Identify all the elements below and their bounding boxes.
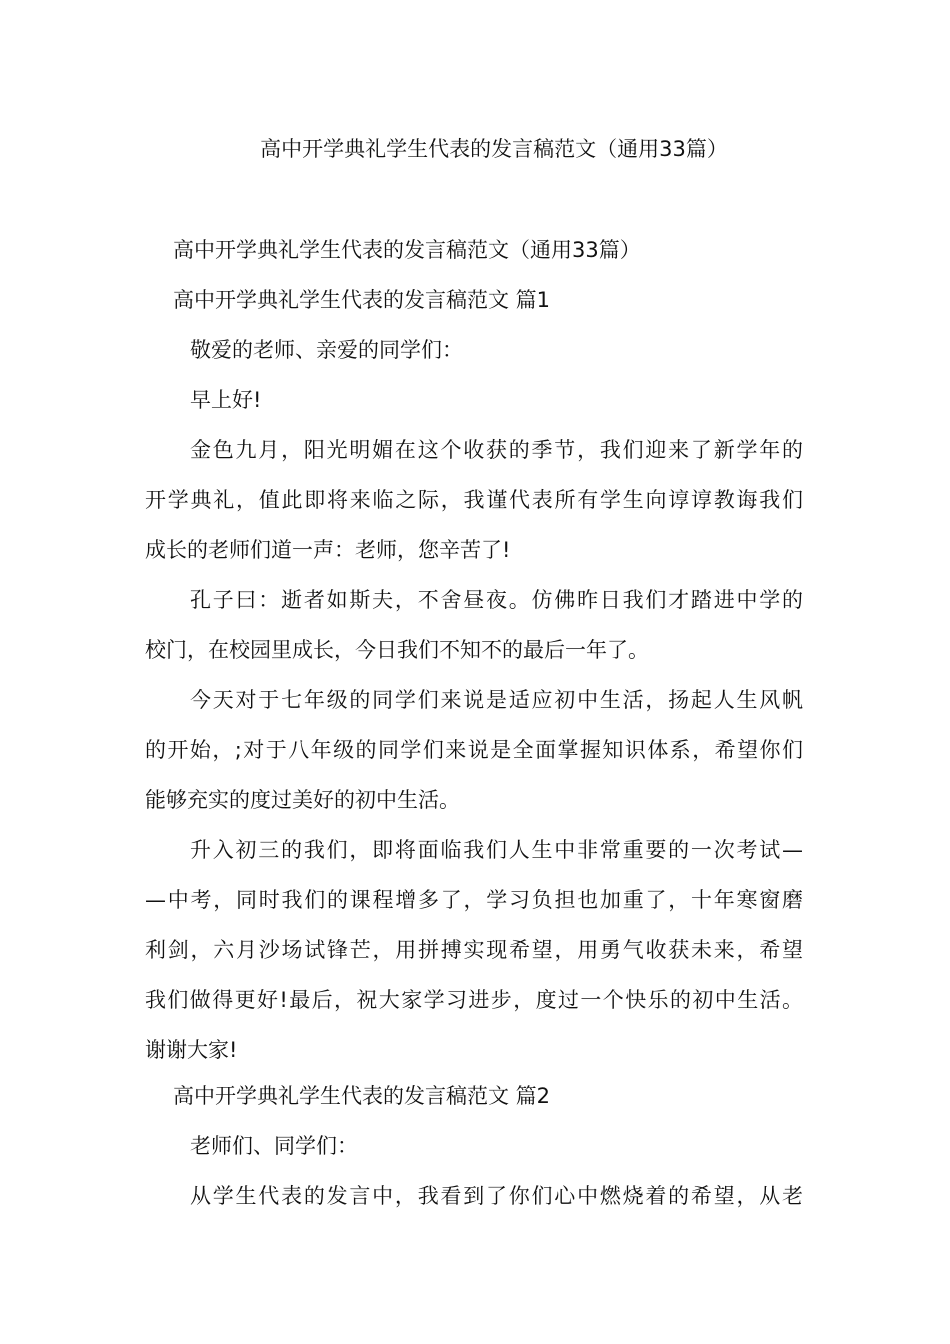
paragraph-line: 升入初三的我们，即将面临我们人生中非常重要的一次考试— — [190, 838, 803, 862]
salutation: 老师们、同学们： — [190, 1134, 358, 1158]
section-heading: 高中开学典礼学生代表的发言稿范文 篇1 — [173, 288, 551, 312]
document-title: 高中开学典礼学生代表的发言稿范文（通用33篇） — [260, 137, 728, 161]
salutation: 敬爱的老师、亲爱的同学们： — [190, 338, 463, 362]
section-heading: 高中开学典礼学生代表的发言稿范文 篇2 — [173, 1084, 551, 1108]
greeting: 早上好! — [190, 388, 262, 412]
paragraph-line: 谢谢大家! — [145, 1038, 238, 1062]
paragraph-line: —中考，同时我们的课程增多了，学习负担也加重了，十年寒窗磨 — [145, 888, 803, 912]
paragraph-line: 校门，在校园里成长，今日我们不知不的最后一年了。 — [145, 638, 649, 662]
paragraph-line: 成长的老师们道一声：老师，您辛苦了! — [145, 538, 511, 562]
paragraph-line: 从学生代表的发言中，我看到了你们心中燃烧着的希望，从老 — [190, 1184, 803, 1208]
paragraph-line: 孔子曰：逝者如斯夫，不舍昼夜。仿佛昨日我们才踏进中学的 — [190, 588, 803, 612]
paragraph-line: 今天对于七年级的同学们来说是适应初中生活，扬起人生风帆 — [190, 688, 803, 712]
paragraph-line: 开学典礼，值此即将来临之际，我谨代表所有学生向谆谆教诲我们 — [145, 488, 803, 512]
document-subtitle: 高中开学典礼学生代表的发言稿范文（通用33篇） — [173, 238, 641, 262]
paragraph-line: 金色九月，阳光明媚在这个收获的季节，我们迎来了新学年的 — [190, 438, 803, 462]
paragraph-line: 的开始，;对于八年级的同学们来说是全面掌握知识体系，希望你们 — [145, 738, 803, 762]
paragraph-line: 利剑，六月沙场试锋芒，用拼搏实现希望，用勇气收获未来，希望 — [145, 938, 803, 962]
paragraph-line: 能够充实的度过美好的初中生活。 — [145, 788, 460, 812]
paragraph-line: 我们做得更好!最后，祝大家学习进步，度过一个快乐的初中生活。 — [145, 988, 803, 1012]
